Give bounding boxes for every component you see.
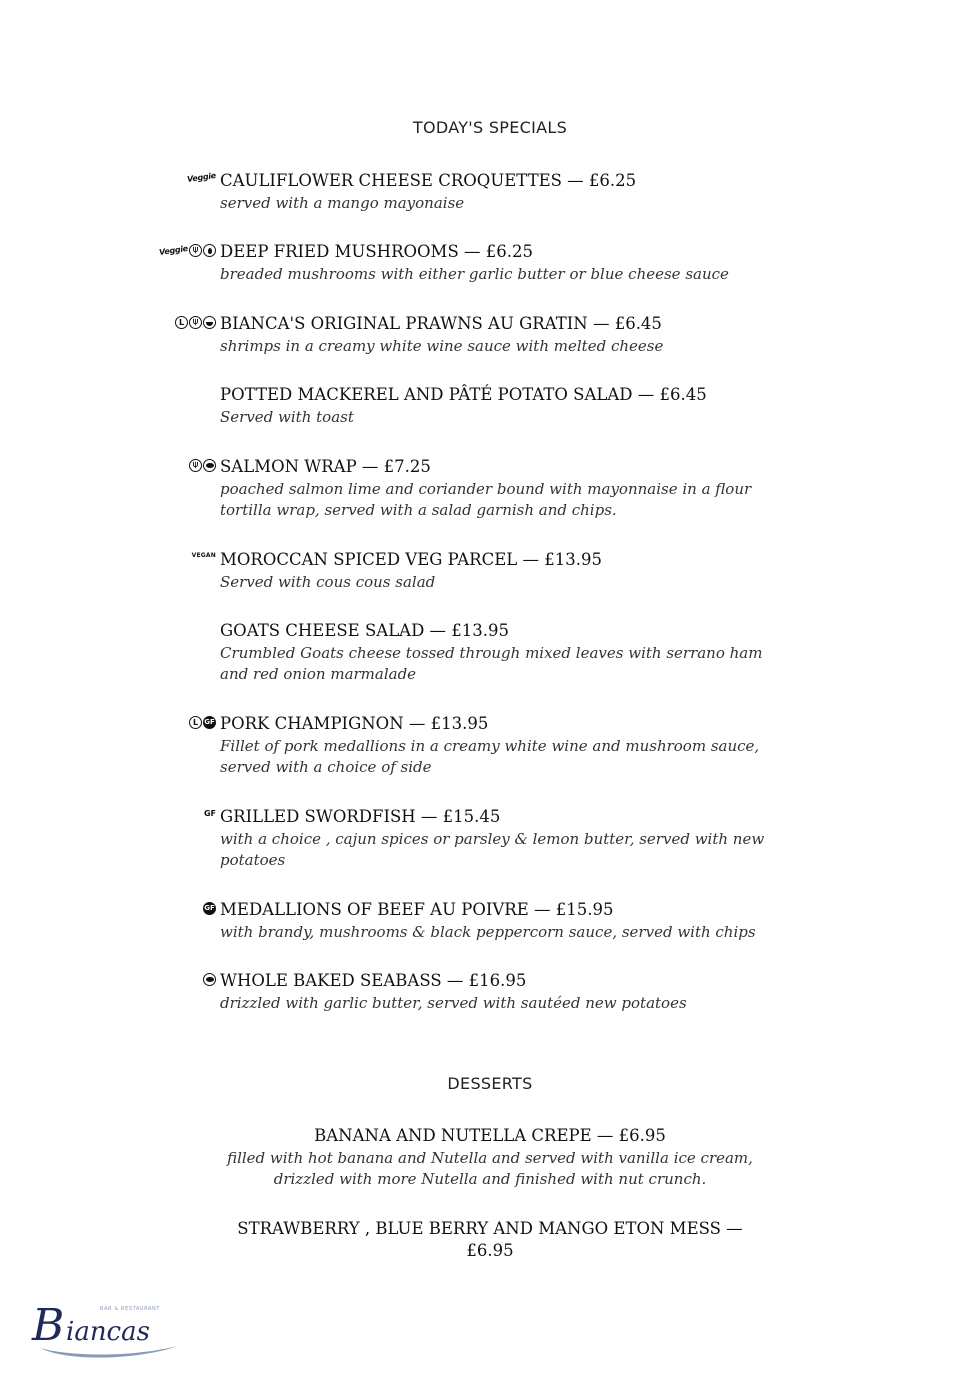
item-name: PORK CHAMPIGNON — £13.95 <box>220 714 489 733</box>
gluten-icon: ⍦ <box>189 316 202 329</box>
veggie-icon: Veggie <box>158 244 189 257</box>
item-name: DEEP FRIED MUSHROOMS — £6.25 <box>220 242 533 261</box>
menu-item <box>192 456 780 521</box>
dessert-item <box>0 1125 980 1190</box>
gluten-icon: ⍦ <box>189 459 202 472</box>
item-name: POTTED MACKEREL AND PÂTÉ POTATO SALAD — £6.45 <box>220 385 707 404</box>
crustacean-icon <box>203 316 216 329</box>
specials-title: TODAY'S SPECIALS <box>412 118 568 137</box>
item-name: CAULIFLOWER CHEESE CROQUETTES — £6.25 <box>220 171 637 190</box>
menu-item <box>220 970 780 1014</box>
dessert-name: BANANA AND NUTELLA CREPE — £6.95 <box>314 1126 666 1145</box>
fish-icon <box>203 973 216 986</box>
dietary-icons <box>187 173 216 182</box>
dessert-description: filled with hot banana and Nutella and served with vanilla ice cream, drizzled with more Nutella and finished with nut crunch. <box>227 1149 753 1188</box>
item-name: WHOLE BAKED SEABASS — £16.95 <box>220 971 527 990</box>
item-description: Fillet of pork medallions in a creamy white wine and mushroom sauce, served with a choice of side <box>220 737 760 776</box>
logo-wordmark: iancas <box>66 1317 150 1347</box>
gluten-icon: ⍦ <box>189 244 202 257</box>
biancas-logo <box>28 1290 188 1370</box>
dietary-icons <box>203 973 216 986</box>
dessert-name: STRAWBERRY , BLUE BERRY AND MANGO ETON MESS — £6.95 <box>237 1219 743 1260</box>
menu-item <box>186 170 780 214</box>
item-description: with brandy, mushrooms & black peppercorn sauce, served with chips <box>220 923 756 941</box>
dietary-icons <box>203 902 216 915</box>
item-name: MOROCCAN SPICED VEG PARCEL — £13.95 <box>220 550 602 569</box>
menu-item <box>158 241 780 285</box>
menu-item <box>204 899 780 943</box>
vegan-icon: VEGAN <box>191 552 216 559</box>
dessert-item <box>0 1218 980 1262</box>
menu-item <box>220 620 780 685</box>
item-description: breaded mushrooms with either garlic butter or blue cheese sauce <box>220 265 729 283</box>
dietary-icons <box>192 552 216 559</box>
item-description: with a choice , cajun spices or parsley & lemon butter, served with new potatoes <box>220 830 765 869</box>
menu-item <box>192 713 780 778</box>
dietary-icons <box>159 244 216 257</box>
gluten-free-icon: GF <box>203 716 216 729</box>
lactose-icon: L <box>189 716 202 729</box>
item-description: Served with cous cous salad <box>220 573 436 591</box>
item-description: drizzled with garlic butter, served with sautéed new potatoes <box>220 994 687 1012</box>
item-description: Served with toast <box>220 408 354 426</box>
fish-icon <box>203 459 216 472</box>
menu-item <box>178 313 780 357</box>
veggie-icon: Veggie <box>186 171 217 184</box>
menu-item <box>203 806 780 871</box>
item-description: poached salmon lime and coriander bound with mayonnaise in a flour tortilla wrap, served with a salad garnish and chips. <box>220 480 752 519</box>
desserts-title: DESSERTS <box>447 1074 533 1093</box>
gluten-free-icon: GF <box>203 809 216 818</box>
item-description: Crumbled Goats cheese tossed through mixed leaves with serrano ham and red onion marmalade <box>220 644 763 683</box>
logo-tagline: BAR & RESTAURANT <box>100 1306 161 1312</box>
item-name: GRILLED SWORDFISH — £15.45 <box>220 807 501 826</box>
menu-item <box>220 384 780 428</box>
item-description: shrimps in a creamy white wine sauce with melted cheese <box>220 337 664 355</box>
dietary-icons <box>204 809 216 818</box>
egg-icon <box>203 244 216 257</box>
gluten-free-icon: GF <box>203 902 216 915</box>
dietary-icons <box>189 459 216 472</box>
item-description: served with a mango mayonaise <box>220 194 465 212</box>
item-name: SALMON WRAP — £7.25 <box>220 457 431 476</box>
menu-item <box>191 549 780 593</box>
dietary-icons <box>175 316 216 329</box>
dietary-icons <box>189 716 216 729</box>
item-name: MEDALLIONS OF BEEF AU POIVRE — £15.95 <box>220 900 614 919</box>
item-name: GOATS CHEESE SALAD — £13.95 <box>220 621 510 640</box>
item-name: BIANCA'S ORIGINAL PRAWNS AU GRATIN — £6.45 <box>220 314 662 333</box>
logo-initial: B <box>32 1300 65 1351</box>
lactose-icon: L <box>175 316 188 329</box>
